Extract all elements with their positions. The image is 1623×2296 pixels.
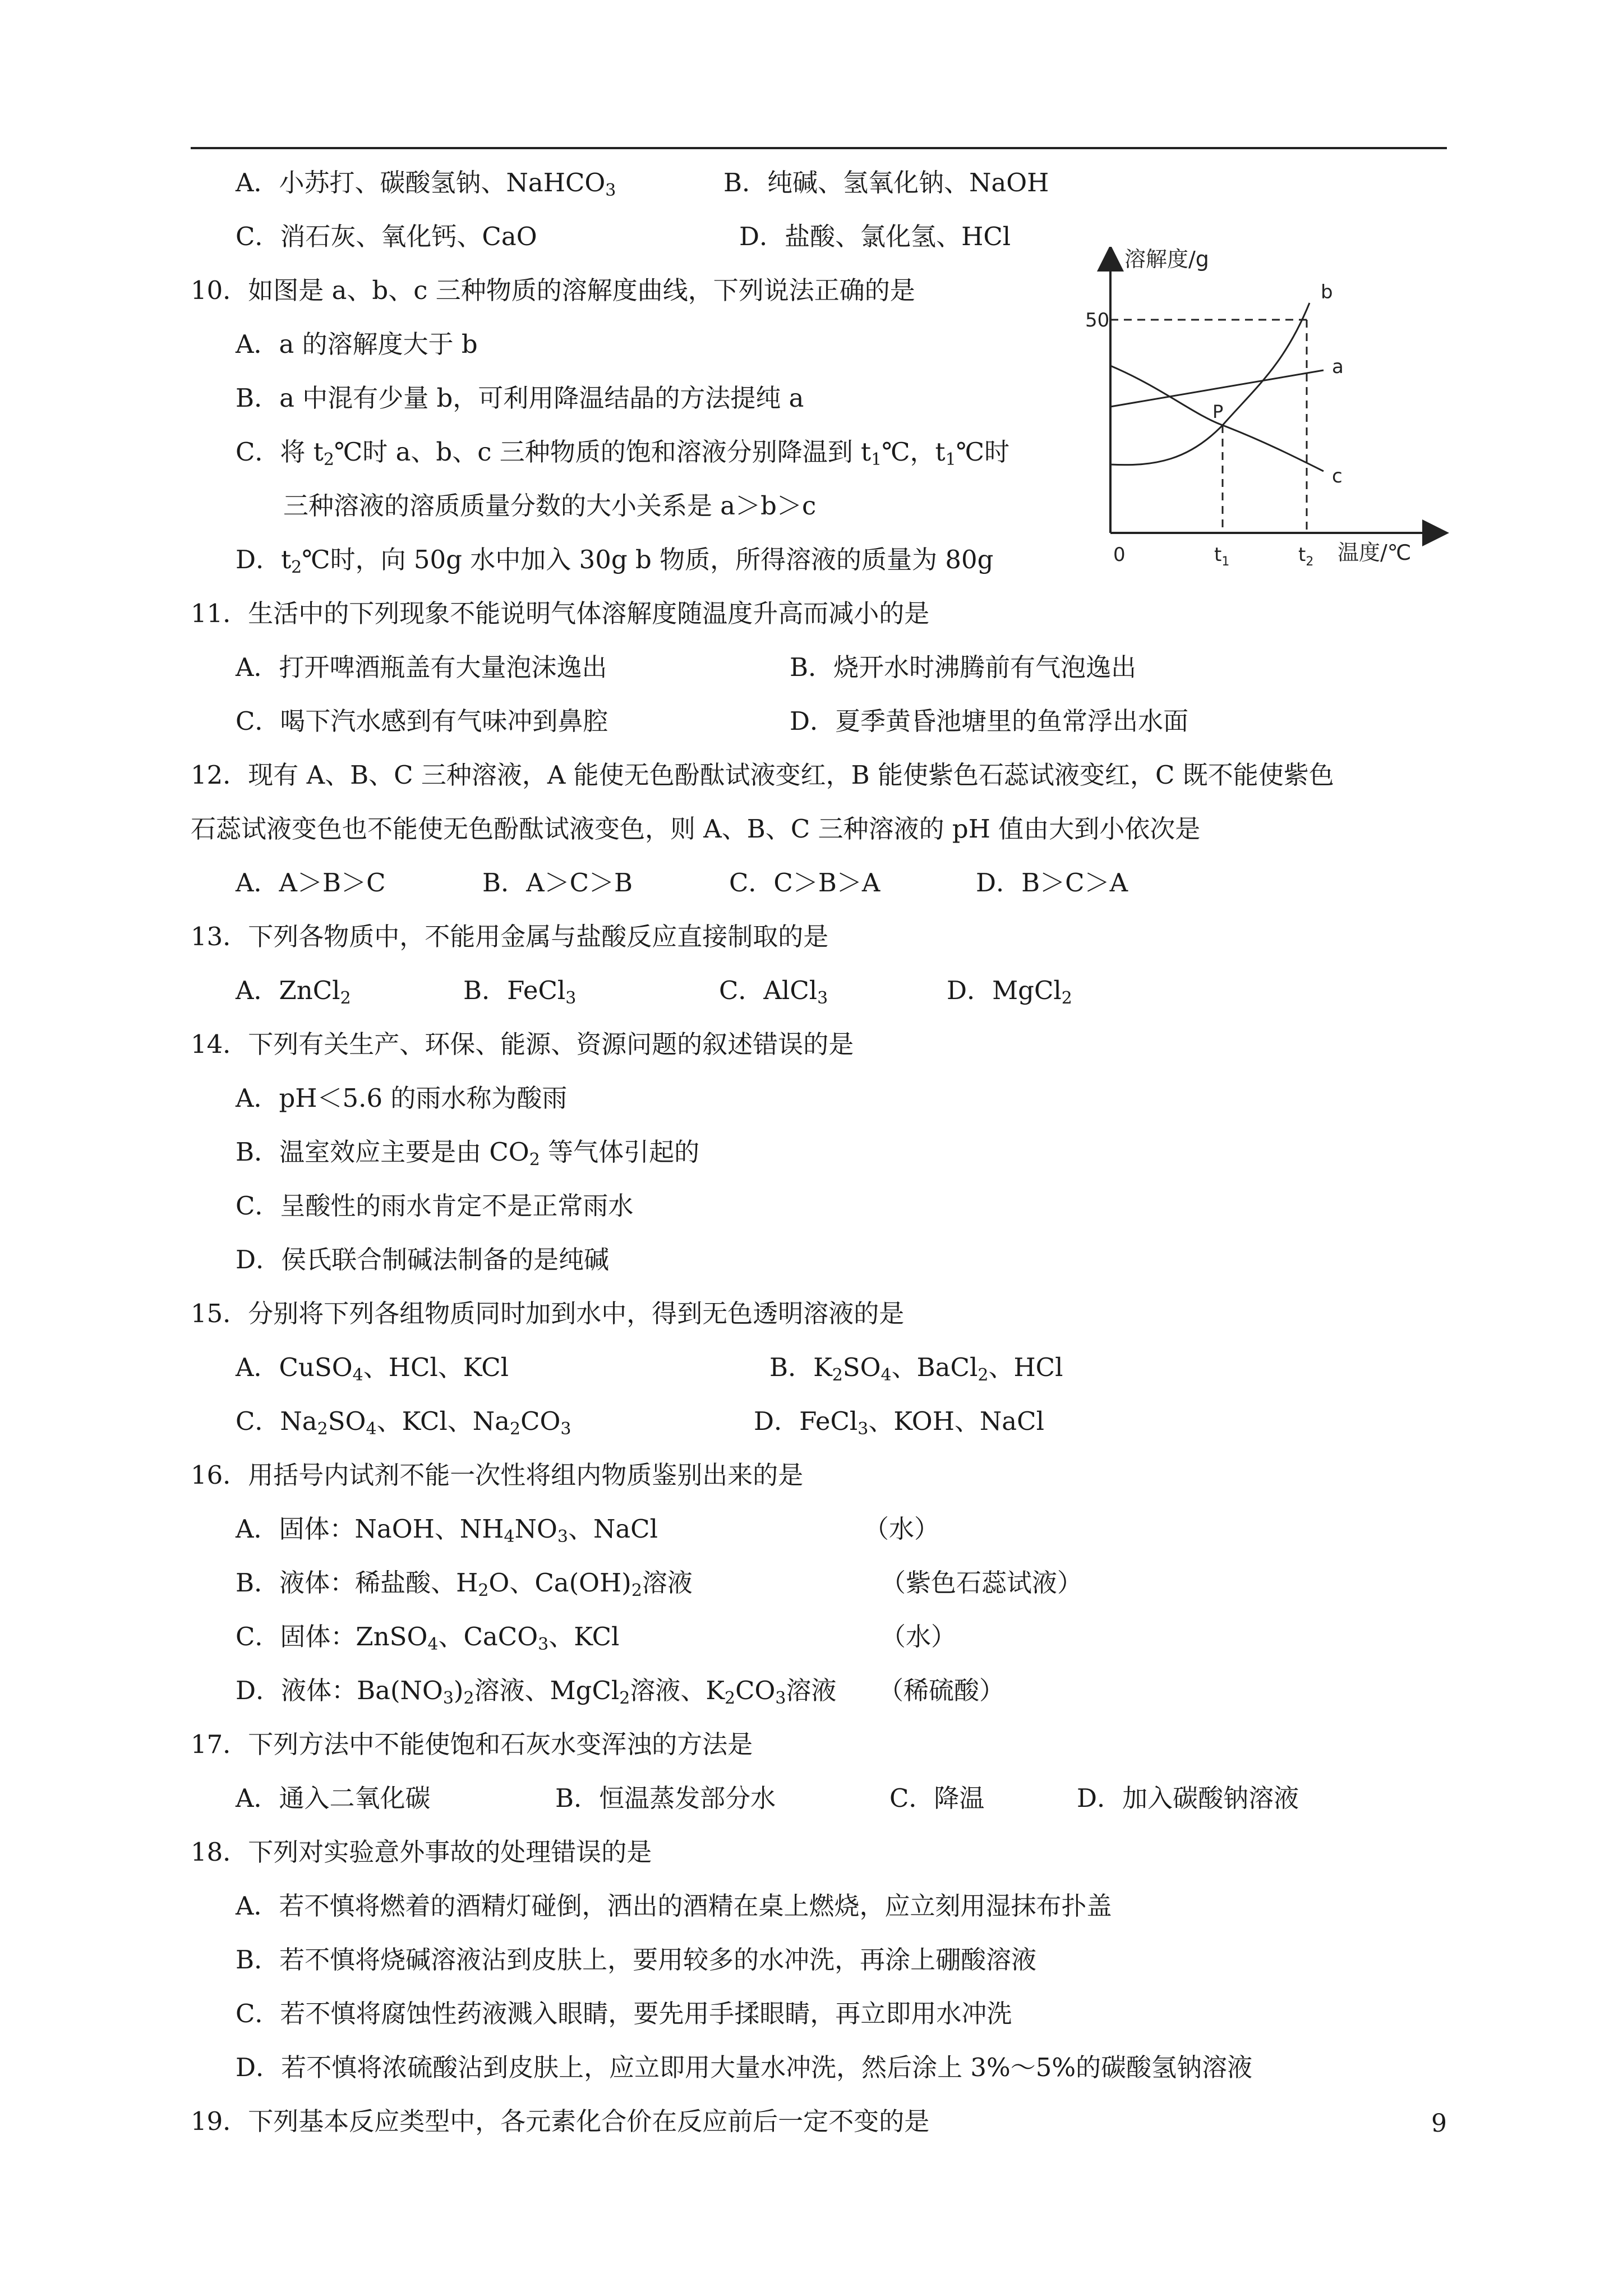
q9-option-b: B．纯碱、氢氧化钠、NaOH bbox=[723, 168, 1049, 197]
q18-option-d: D．若不慎将浓硫酸沾到皮肤上，应立即用大量水冲洗，然后涂上 3%～5%的碳酸氢钠溶液 bbox=[236, 2053, 1253, 2082]
curve-b-label: b bbox=[1321, 281, 1333, 303]
q9-option-d: D．盐酸、氯化氢、HCl bbox=[739, 222, 1011, 251]
q18-stem: 18．下列对实验意外事故的处理错误的是 bbox=[191, 1837, 652, 1867]
q15-stem: 15．分别将下列各组物质同时加到水中，得到无色透明溶液的是 bbox=[191, 1299, 905, 1328]
page-number: 9 bbox=[1431, 2109, 1447, 2138]
q16-option-d: D．液体：$Ba(NO_3)_2$溶液、MgCl$_2$溶液、$K_2CO_3$溶液 bbox=[236, 1676, 837, 1708]
q13-option-d: D．MgCl$_2$ bbox=[947, 976, 1072, 1008]
q16-option-a: A．固体：NaOH、$NH_4NO_3$、NaCl bbox=[236, 1514, 658, 1547]
q14-option-d: D．侯氏联合制碱法制备的是纯碱 bbox=[236, 1245, 610, 1274]
q14-stem: 14．下列有关生产、环保、能源、资源问题的叙述错误的是 bbox=[191, 1029, 854, 1059]
q12-stem-line1: 12．现有 A、B、C 三种溶液，A 能使无色酚酞试液变红，B 能使紫色石蕊试液变红，C 既不能使紫色 bbox=[191, 760, 1334, 790]
q10-option-c-line1: C．将 $t_2℃$时 a、b、c 三种物质的饱和溶液分别降温到 $t_1℃$，$t_1℃$时 bbox=[236, 437, 1010, 470]
q15-option-a: A．CuSO$_4$、HCl、KCl bbox=[236, 1352, 509, 1385]
q11-option-c: C．喝下汽水感到有气味冲到鼻腔 bbox=[236, 706, 608, 736]
origin-label: 0 bbox=[1113, 544, 1126, 566]
q12-option-b: B．A＞C＞B bbox=[482, 868, 633, 898]
q16-option-b: B．液体：稀盐酸、$H_2O$、$Ca(OH)_2$溶液 bbox=[236, 1568, 693, 1600]
q18-option-c: C．若不慎将腐蚀性药液溅入眼睛，要先用手揉眼睛，再立即用水冲洗 bbox=[236, 1999, 1012, 2028]
point-p-label: P bbox=[1212, 401, 1224, 422]
q17-option-b: B．恒温蒸发部分水 bbox=[555, 1783, 776, 1813]
q15-option-d: D．FeCl$_3$、KOH、NaCl bbox=[754, 1406, 1044, 1439]
q13-option-a: A．ZnCl$_2$ bbox=[236, 976, 351, 1008]
q16-reagent-d: （稀硫酸） bbox=[878, 1676, 1005, 1705]
q11-stem: 11．生活中的下列现象不能说明气体溶解度随温度升高而减小的是 bbox=[191, 599, 930, 628]
solubility-graph bbox=[1082, 247, 1464, 572]
q11-option-a: A．打开啤酒瓶盖有大量泡沫逸出 bbox=[236, 652, 607, 682]
q17-option-a: A．通入二氧化碳 bbox=[236, 1783, 431, 1813]
q11-option-d: D．夏季黄昏池塘里的鱼常浮出水面 bbox=[790, 706, 1189, 736]
q13-option-b: B．FeCl$_3$ bbox=[463, 976, 577, 1008]
q13-option-c: C．AlCl$_3$ bbox=[719, 976, 828, 1008]
header-rule bbox=[191, 147, 1447, 149]
q14-option-c: C．呈酸性的雨水肯定不是正常雨水 bbox=[236, 1191, 634, 1221]
q10-option-c-line2: 三种溶液的溶质质量分数的大小关系是 a＞b＞c bbox=[283, 491, 817, 521]
q16-option-c: C．固体：ZnSO$_4$、CaCO$_3$、KCl bbox=[236, 1622, 620, 1654]
q18-option-a: A．若不慎将燃着的酒精灯碰倒，洒出的酒精在桌上燃烧，应立刻用湿抹布扑盖 bbox=[236, 1891, 1112, 1921]
q10-option-b: B．a 中混有少量 b，可利用降温结晶的方法提纯 a bbox=[236, 383, 804, 413]
q10-option-a: A．a 的溶解度大于 b bbox=[236, 329, 478, 359]
q19-stem: 19．下列基本反应类型中，各元素化合价在反应前后一定不变的是 bbox=[191, 2106, 930, 2136]
q12-stem-line2: 石蕊试液变色也不能使无色酚酞试液变色，则 A、B、C 三种溶液的 pH 值由大到小依次是 bbox=[191, 814, 1201, 844]
q15-option-c: C．$Na_2SO_4$、KCl、$Na_2CO_3$ bbox=[236, 1406, 571, 1439]
q11-option-b: B．烧开水时沸腾前有气泡逸出 bbox=[790, 652, 1137, 682]
q17-option-c: C．降温 bbox=[889, 1783, 985, 1813]
q16-stem: 16．用括号内试剂不能一次性将组内物质鉴别出来的是 bbox=[191, 1460, 804, 1490]
curve-a-label: a bbox=[1332, 356, 1344, 378]
t2-label: $t_2$ bbox=[1298, 544, 1314, 569]
curve-c-label: c bbox=[1332, 465, 1343, 487]
t1-label: $t_1$ bbox=[1214, 544, 1230, 569]
q17-stem: 17．下列方法中不能使饱和石灰水变浑浊的方法是 bbox=[191, 1729, 753, 1759]
q16-reagent-b: （紫色石蕊试液） bbox=[880, 1568, 1083, 1598]
q14-option-b: B．温室效应主要是由 $CO_2$ 等气体引起的 bbox=[236, 1137, 700, 1170]
q14-option-a: A．pH＜5.6 的雨水称为酸雨 bbox=[236, 1083, 568, 1113]
y-axis-label: 溶解度/g bbox=[1124, 247, 1209, 272]
q16-reagent-c: （水） bbox=[880, 1622, 957, 1651]
q13-stem: 13．下列各物质中，不能用金属与盐酸反应直接制取的是 bbox=[191, 922, 829, 951]
q12-option-d: D．B＞C＞A bbox=[976, 868, 1128, 898]
q12-option-c: C．C＞B＞A bbox=[729, 868, 880, 898]
q18-option-b: B．若不慎将烧碱溶液沾到皮肤上，要用较多的水冲洗，再涂上硼酸溶液 bbox=[236, 1945, 1037, 1975]
q10-option-d: D．$t_2℃$时，向 50g 水中加入 30g b 物质，所得溶液的质量为 80g bbox=[236, 545, 994, 577]
q16-reagent-a: （水） bbox=[864, 1514, 940, 1544]
x-axis-label: 温度/℃ bbox=[1338, 540, 1412, 565]
q10-stem: 10．如图是 a、b、c 三种物质的溶解度曲线，下列说法正确的是 bbox=[191, 275, 915, 305]
q15-option-b: B．$K_2SO_4$、BaCl$_2$、HCl bbox=[769, 1352, 1063, 1385]
q12-option-a: A．A＞B＞C bbox=[236, 868, 386, 898]
q17-option-d: D．加入碳酸钠溶液 bbox=[1077, 1783, 1299, 1813]
q9-option-c: C．消石灰、氧化钙、CaO bbox=[236, 222, 537, 251]
curve-b bbox=[1110, 303, 1310, 465]
q9-option-a: A．小苏打、碳酸氢钠、NaHCO$_3$ bbox=[236, 168, 616, 200]
y-tick-50: 50 bbox=[1085, 309, 1110, 332]
